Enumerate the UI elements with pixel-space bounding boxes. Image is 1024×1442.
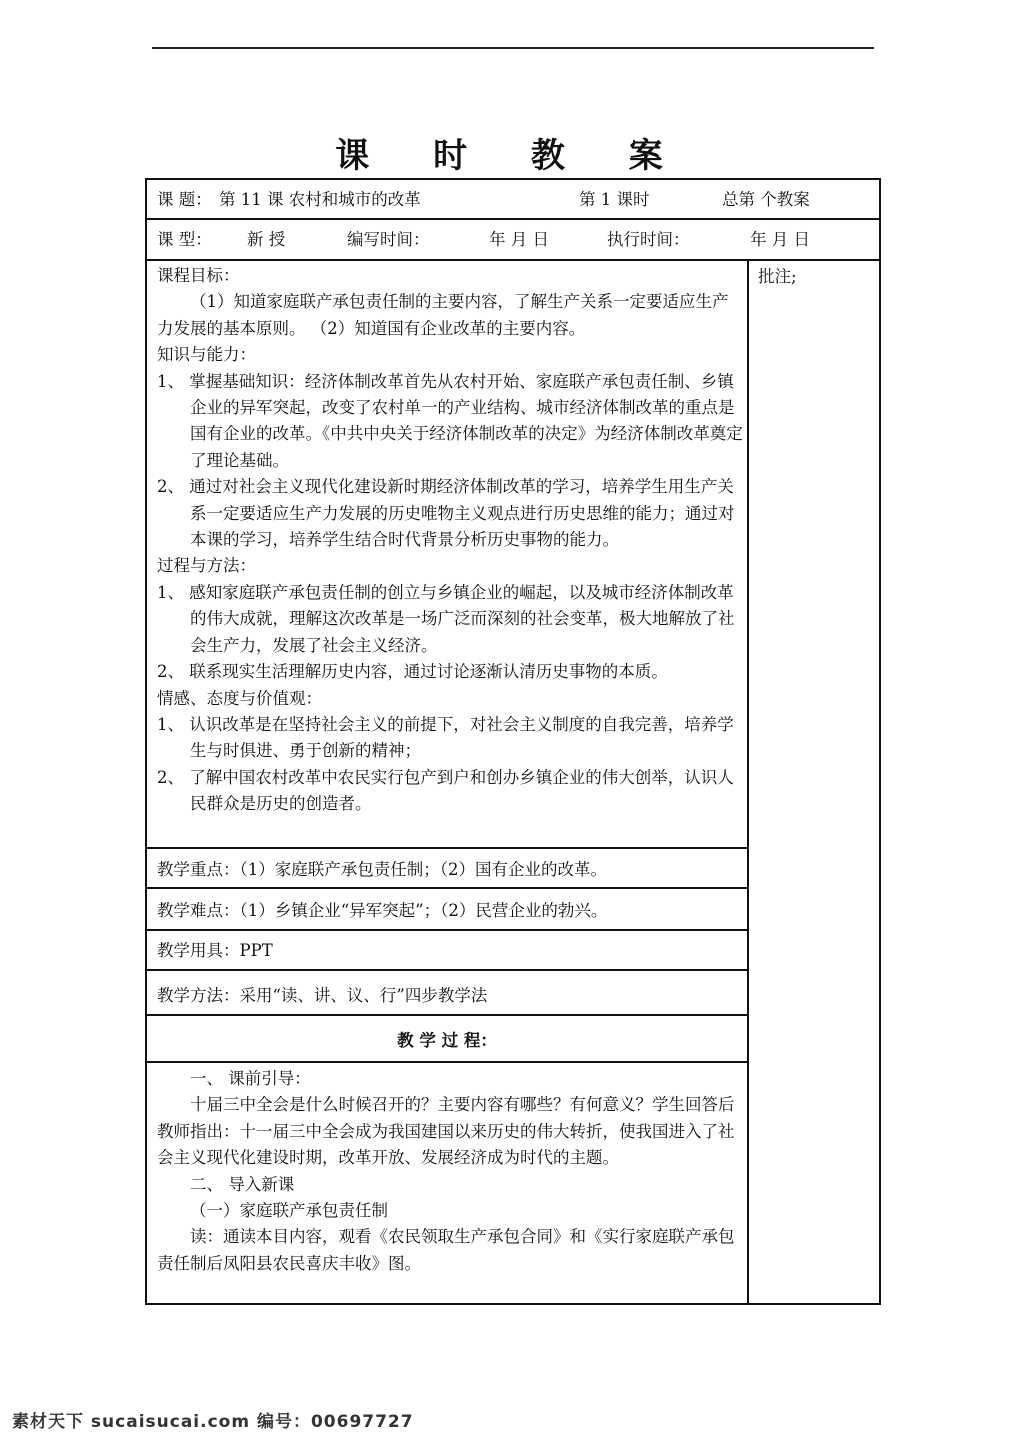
emotion-item: 2、 了解中国农村改革中农民实行包产到户和创办乡镇企业的伟大创举，认识人民群众是历史的创造者。 <box>157 767 734 814</box>
subsection-one-text: 读：通读本目内容，观看《农民领取生产承包合同》和《实行家庭联产承包责任制后凤阳县农民喜庆丰收》图。 <box>157 1227 735 1273</box>
document-title: 课 时 教 案 <box>335 136 689 176</box>
type-value: 新 授 <box>247 230 286 249</box>
difficulties: 教学难点：（1）乡镇企业“异军突起”；（2）民营企业的勃兴。 <box>157 901 608 920</box>
teaching-process <box>157 1066 743 1277</box>
row-divider <box>147 218 879 220</box>
emotion-item: 1、 认识改革是在坚持社会主义的前提下，对社会主义制度的自我完善，培养学生与时俱进、勇于创新的精神； <box>157 714 734 761</box>
teaching-tools: 教学用具：PPT <box>157 941 273 960</box>
objectives-intro: （1）知道家庭联产承包责任制的主要内容，了解生产关系一定要适应生产力发展的基本原则。 （2）知道国有企业改革的主要内容。 <box>157 292 729 338</box>
section-one-title: 一、 课前引导： <box>190 1069 311 1088</box>
process-item: 2、 联系现实生活理解历史内容，通过讨论逐渐认清历史事物的本质。 <box>157 662 668 682</box>
row-divider <box>147 969 749 971</box>
process-heading: 过程与方法： <box>157 556 256 576</box>
period-value: 第 1 课时 <box>579 190 650 209</box>
section-one-text: 十届三中全会是什么时候召开的？主要内容有哪些？有何意义？学生回答后教师指出：十一届三中全会成为我国建国以来历史的伟大转折，使我国进入了社会主义现代化建设时期，改革开放、发展经济成为时代的主题。 <box>157 1095 735 1168</box>
emotion-heading: 情感、态度与价值观： <box>157 688 322 708</box>
type-label: 课 型： <box>157 230 212 249</box>
exec-time-label: 执行时间： <box>607 230 690 249</box>
section-two-title: 二、 导入新课 <box>190 1174 295 1194</box>
process-title: 教 学 过 程： <box>397 1031 497 1050</box>
knowledge-heading: 知识与能力： <box>157 345 256 365</box>
teaching-methods: 教学方法：采用“读、讲、议、行”四步教学法 <box>157 986 488 1005</box>
knowledge-item: 1、 掌握基础知识：经济体制改革首先从农村开始、家庭联产承包责任制、乡镇企业的异军突起，改变了农村单一的产业结构、城市经济体制改革的重点是国有企业的改革。《中共中央关于经济体制改革的决定》为经济体制改革奠定了理论基础。 <box>157 371 743 470</box>
watermark-footer: 素材天下 sucaisucai.com 编号：00697727 <box>12 1412 414 1432</box>
topic-value: 第 11 课 农村和城市的改革 <box>219 190 421 209</box>
notes-column-divider <box>747 260 749 1303</box>
process-item: 1、 感知家庭联产承包责任制的创立与乡镇企业的崛起，以及城市经济体制改革的伟大成就，理解这次改革是一场广泛而深刻的社会变革，极大地解放了社会生产力，发展了社会主义经济。 <box>157 582 735 655</box>
objectives-section <box>157 263 743 818</box>
notes-label: 批注; <box>758 267 797 286</box>
row-divider <box>147 1014 749 1016</box>
row-divider <box>147 1061 749 1063</box>
knowledge-item: 2、 通过对社会主义现代化建设新时期经济体制改革的学习，培养学生用生产关系一定要适应生产力发展的历史唯物主义观点进行历史思维的能力；通过对本课的学习，培养学生结合时代背景分析历史事物的能力。 <box>157 477 735 550</box>
written-date: 年 月 日 <box>489 230 549 249</box>
row-divider <box>147 929 749 931</box>
topic-label: 课 题： <box>157 190 212 209</box>
objectives-heading: 课程目标： <box>157 266 240 285</box>
written-time-label: 编写时间： <box>347 230 430 249</box>
subsection-one-title: （一）家庭联产承包责任制 <box>190 1201 388 1221</box>
total-plans: 总第 个教案 <box>722 190 810 209</box>
exec-date: 年 月 日 <box>750 230 810 249</box>
lesson-plan-table <box>145 178 881 1305</box>
key-points: 教学重点：（1）家庭联产承包责任制；（2）国有企业的改革。 <box>157 860 607 879</box>
row-divider <box>147 887 749 889</box>
row-divider <box>147 847 749 849</box>
top-rule <box>152 47 874 49</box>
row-divider <box>147 259 879 261</box>
